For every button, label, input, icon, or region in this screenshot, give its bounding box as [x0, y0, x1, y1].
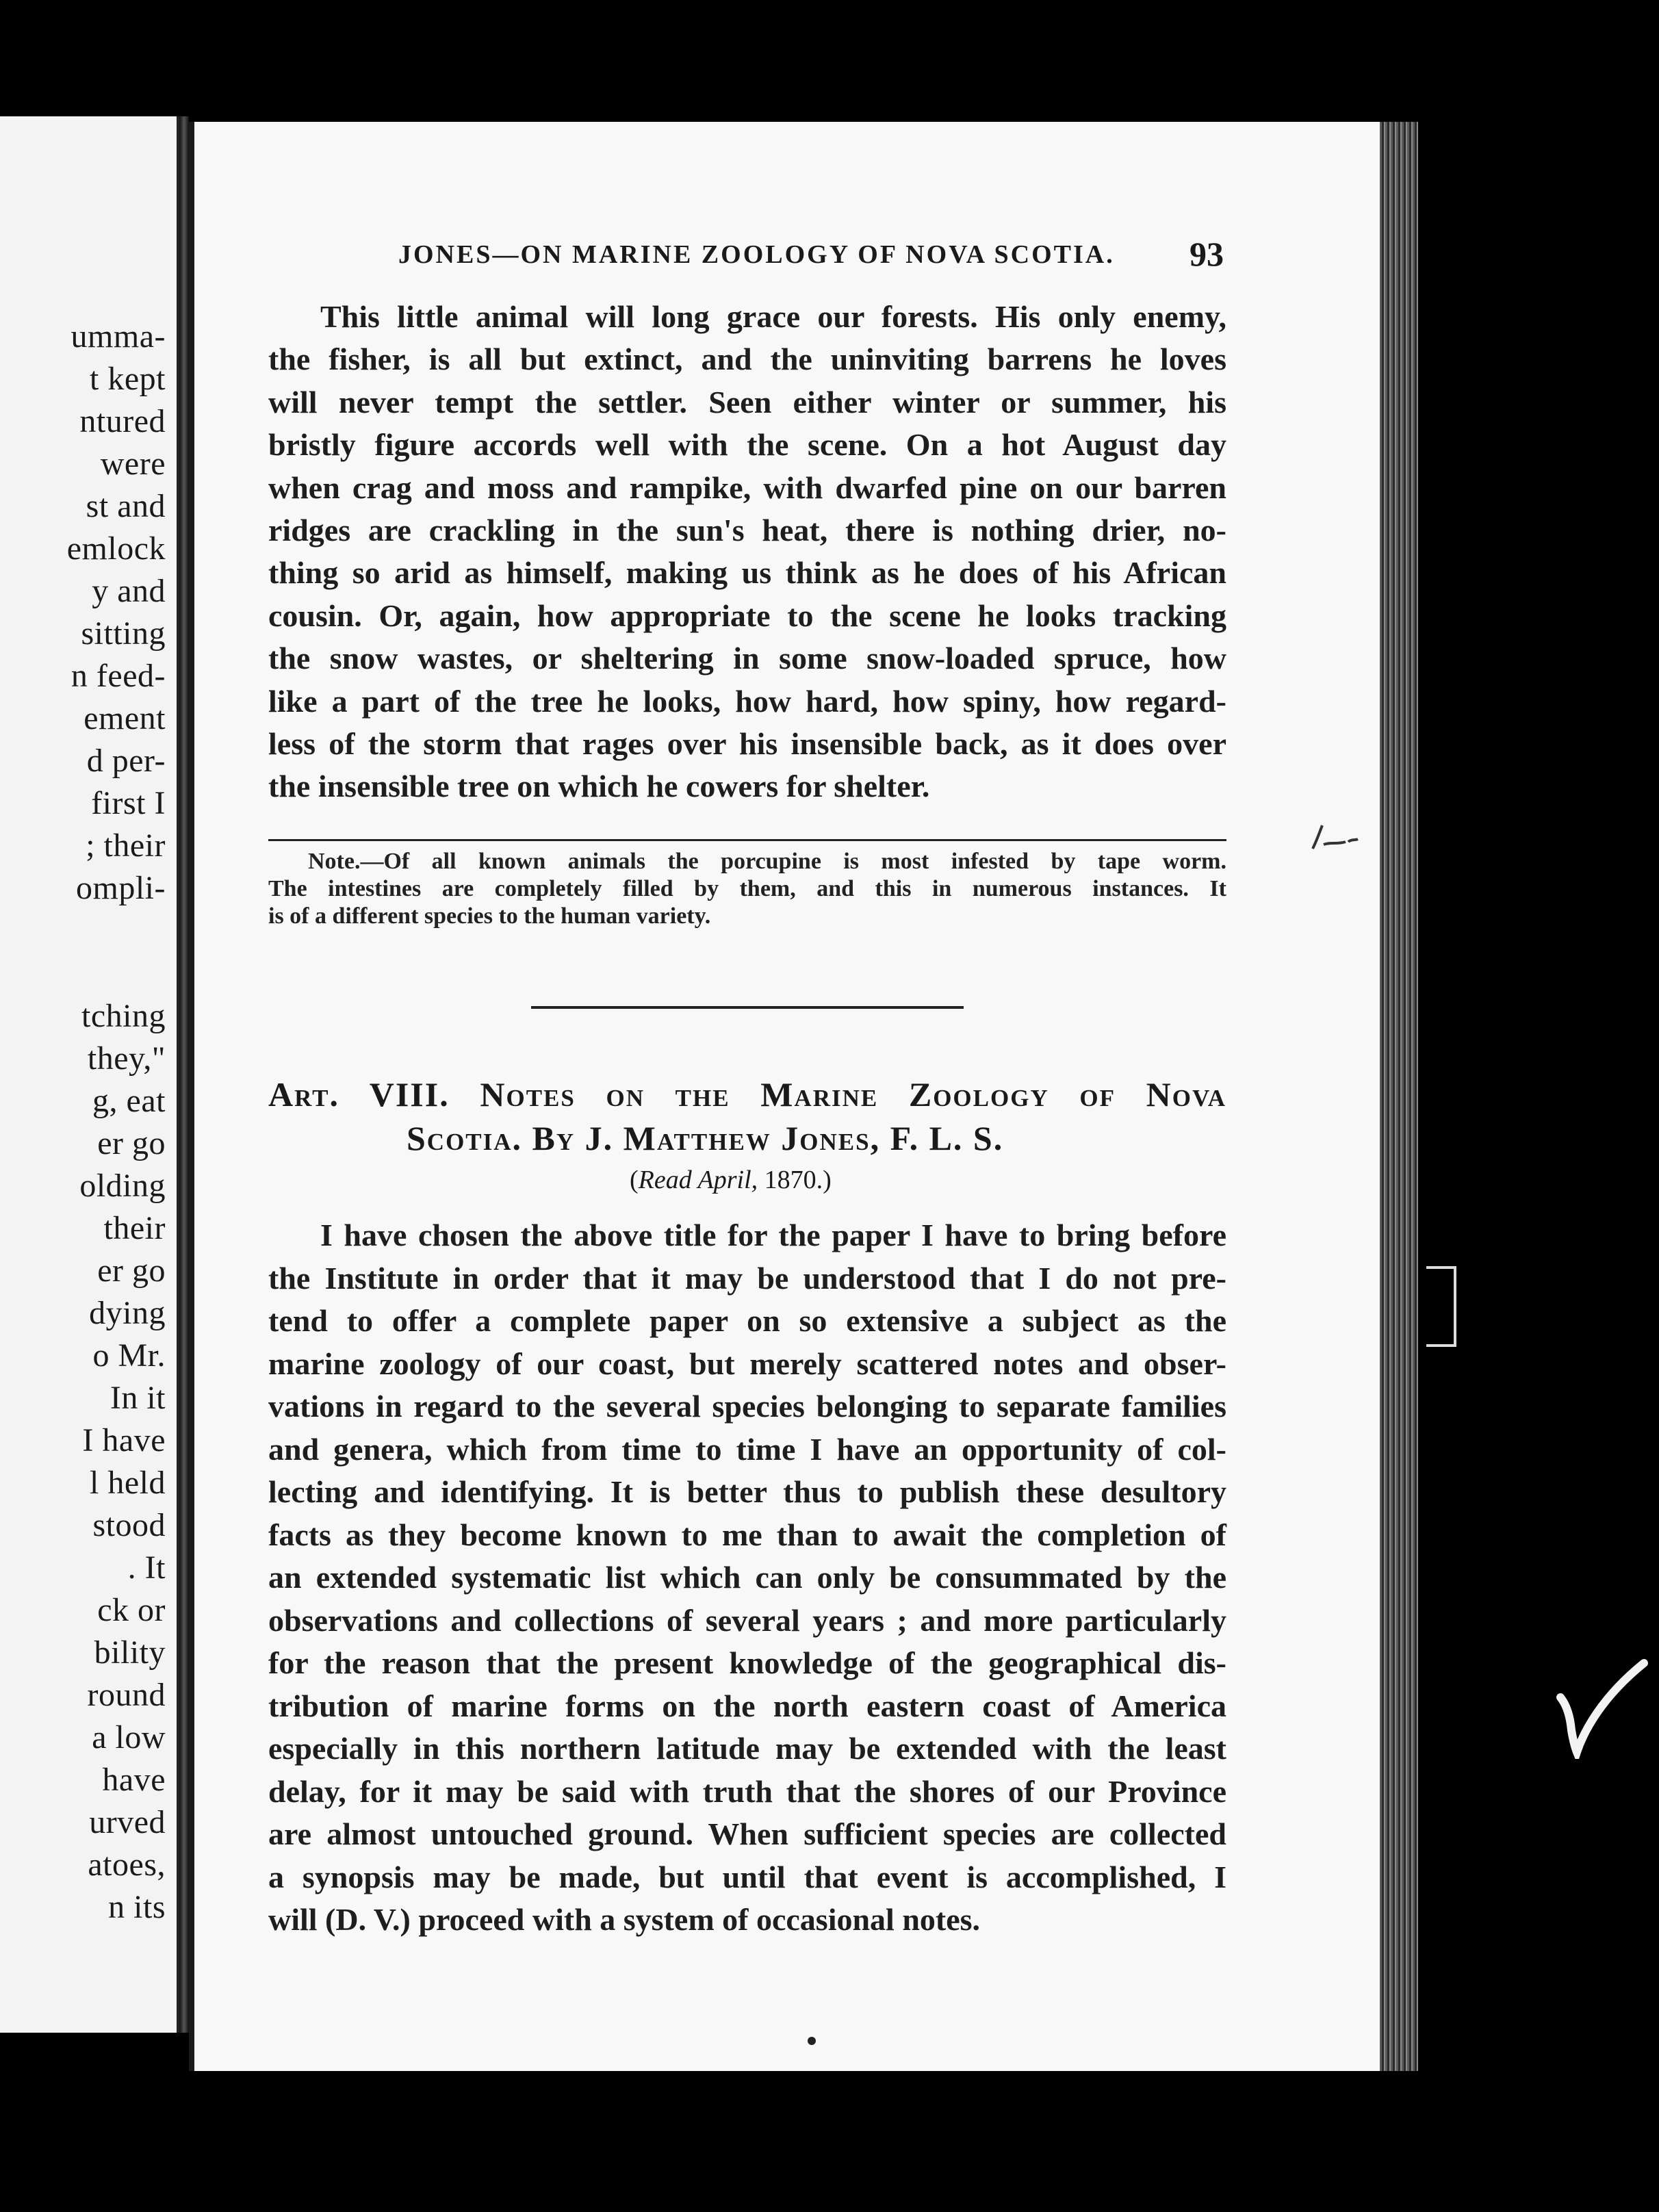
text-line: will never tempt the settler. Seen either winter or summer, his — [268, 384, 1226, 420]
left-page-line: olding — [79, 1168, 166, 1204]
ink-dot — [808, 2037, 816, 2045]
bracket-mark — [1426, 1266, 1456, 1347]
left-page-line: sitting — [81, 615, 166, 652]
left-page-line: d per- — [86, 743, 166, 779]
text-line: a synopsis may be made, but until that event is accomplished, I — [268, 1859, 1226, 1894]
text-line: like a part of the tree he looks, how hard, how spiny, how regard- — [268, 683, 1226, 719]
text-line: an extended systematic list which can only be consummated by the — [268, 1560, 1226, 1595]
text-line: less of the storm that rages over his insensible back, as it does over — [268, 726, 1226, 761]
left-page-line: In it — [110, 1380, 166, 1416]
footnote-line: is of a different species to the human variety. — [268, 903, 711, 929]
left-page-line: I have — [82, 1422, 166, 1458]
text-line: thing so arid as himself, making us think as he does of his African — [268, 555, 1226, 591]
text-line: marine zoology of our coast, but merely scattered notes and obser- — [268, 1346, 1226, 1381]
left-page-line: first I — [91, 785, 166, 821]
text-line: tend to offer a complete paper on so extensive a subject as the — [268, 1303, 1226, 1338]
text-line: are almost untouched ground. When sufficient species are collected — [268, 1816, 1226, 1851]
book-gutter — [179, 116, 189, 2033]
facing-page-left — [0, 116, 181, 2033]
left-page-line: atoes, — [88, 1847, 166, 1883]
left-page-line: ompli- — [76, 870, 166, 906]
left-page-line: ntured — [79, 403, 166, 439]
left-page-line: st and — [86, 488, 166, 524]
pencil-mark — [1307, 821, 1362, 856]
left-page-line: n feed- — [70, 658, 166, 694]
text-line: will (D. V.) proceed with a system of occasional notes. — [268, 1902, 981, 1937]
running-head: JONES—ON MARINE ZOOLOGY OF NOVA SCOTIA. — [398, 240, 1115, 269]
text-line: the insensible tree on which he cowers for shelter. — [268, 769, 930, 804]
left-page-line: y and — [92, 573, 166, 609]
left-page-line: have — [102, 1762, 166, 1798]
left-page-line: o Mr. — [92, 1337, 166, 1374]
left-page-line: er go — [97, 1252, 166, 1289]
left-page-line: urved — [89, 1804, 166, 1840]
text-line: vations in regard to the several species belonging to separate families — [268, 1389, 1226, 1424]
footnote-line: Note.—Of all known animals the porcupine is most infested by tape worm. — [308, 849, 1226, 874]
left-page-line: ; their — [86, 827, 166, 864]
read-label: Read April, — [638, 1166, 758, 1194]
page-number: 93 — [1189, 235, 1224, 273]
text-line: when crag and moss and rampike, with dwarfed pine on our barren — [268, 470, 1226, 505]
text-line: lecting and identifying. It is better thus to publish these desultory — [268, 1474, 1226, 1509]
footnote-rule — [268, 839, 1226, 841]
left-page-line: umma- — [70, 318, 166, 355]
text-line: for the reason that the present knowledge of the geographical dis- — [268, 1645, 1226, 1680]
left-page-line: er go — [97, 1125, 166, 1161]
left-page-line: dying — [89, 1295, 166, 1331]
text-line: the fisher, is all but extinct, and the uninviting barrens he loves — [268, 342, 1226, 377]
text-line: ridges are crackling in the sun's heat, there is nothing drier, no- — [268, 513, 1226, 548]
left-page-line: tching — [81, 998, 166, 1034]
left-page-line: . It — [127, 1549, 166, 1586]
section-divider — [531, 1006, 964, 1009]
left-page-line: t kept — [90, 361, 166, 397]
left-page-line: n its — [108, 1889, 166, 1925]
text-line: I have chosen the above title for the paper I have to bring before — [320, 1218, 1226, 1252]
left-page-line: a low — [92, 1719, 166, 1756]
text-line: observations and collections of several years ; and more particularly — [268, 1602, 1226, 1638]
text-line: tribution of marine forms on the north eastern coast of America — [268, 1688, 1226, 1723]
left-page-line: stood — [92, 1507, 166, 1543]
text-line: bristly figure accords well with the scene. On a hot August day — [268, 427, 1226, 463]
left-page-line: emlock — [66, 530, 166, 567]
left-page-line: round — [87, 1677, 166, 1713]
left-page-line: ck or — [97, 1592, 166, 1628]
article-title-line-1: Art. VIII. Notes on the Marine Zoology of Nova — [268, 1075, 1226, 1114]
text-line: the snow wastes, or sheltering in some snow-loaded spruce, how — [268, 641, 1226, 676]
text-line: the Institute in order that it may be understood that I do not pre- — [268, 1260, 1226, 1296]
text-line: especially in this northern latitude may be extended with the least — [268, 1731, 1226, 1766]
page-edges — [1380, 122, 1418, 2071]
checkmark-icon — [1554, 1649, 1649, 1759]
left-page-line: g, eat — [92, 1083, 166, 1119]
left-page-line: bility — [94, 1634, 166, 1671]
text-line: delay, for it may be said with truth that the shores of our Province — [268, 1773, 1226, 1809]
read-year: 1870.) — [764, 1166, 832, 1194]
text-line: This little animal will long grace our forests. His only enemy, — [320, 299, 1226, 334]
read-date: (Read April, 1870.) — [630, 1166, 832, 1194]
left-page-line: their — [103, 1210, 166, 1246]
left-page-line: they," — [87, 1040, 166, 1077]
article-title-line-2: Scotia. By J. Matthew Jones, F. L. S. — [407, 1119, 1004, 1157]
text-line: cousin. Or, again, how appropriate to the scene he looks tracking — [268, 597, 1226, 633]
footnote-line: The intestines are completely filled by them, and this in numerous instances. It — [268, 876, 1226, 901]
left-page-line: ement — [83, 700, 166, 736]
text-line: facts as they become known to me than to await the completion of — [268, 1517, 1226, 1552]
left-page-line: l held — [90, 1465, 166, 1501]
left-page-line: were — [100, 446, 166, 482]
text-line: and genera, which from time to time I have an opportunity of col- — [268, 1431, 1226, 1467]
